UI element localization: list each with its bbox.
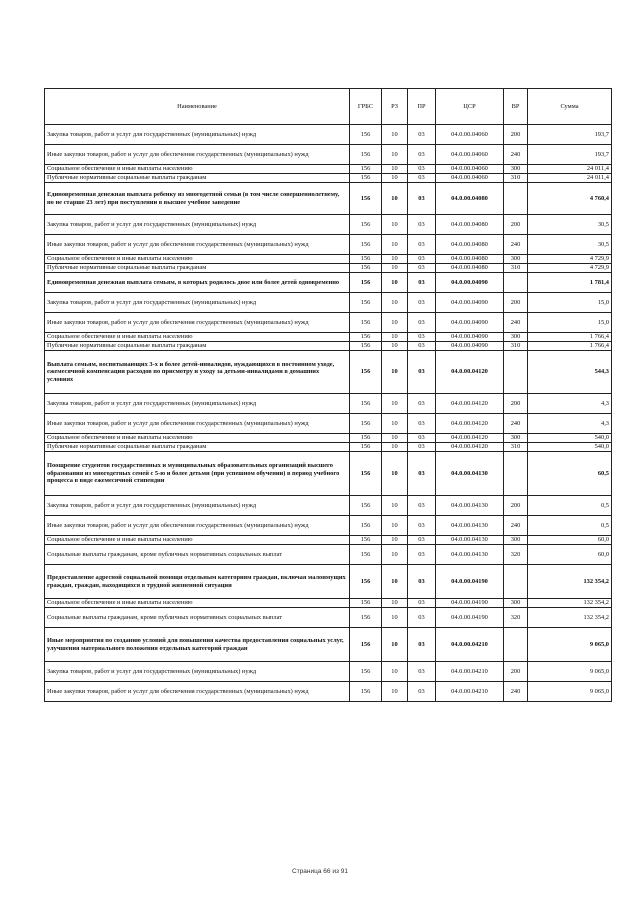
cell-grbs: 156 bbox=[350, 313, 382, 333]
cell-rz: 10 bbox=[382, 394, 408, 414]
cell-name: Закупка товаров, работ и услуг для государственных (муниципальных) нужд bbox=[45, 215, 350, 235]
cell-sum: 9 065,0 bbox=[528, 628, 612, 662]
cell-grbs: 156 bbox=[350, 628, 382, 662]
cell-pr: 03 bbox=[408, 414, 436, 434]
cell-pr: 03 bbox=[408, 434, 436, 443]
cell-vr: 300 bbox=[504, 536, 528, 545]
cell-name: Иные мероприятия по созданию условий для повышения качества предоставления социальных услуг, улучшения материального положения отдельных категорий граждан bbox=[45, 628, 350, 662]
cell-rz: 10 bbox=[382, 565, 408, 599]
cell-pr: 03 bbox=[408, 125, 436, 145]
cell-name: Социальное обеспечение и иные выплаты населению bbox=[45, 536, 350, 545]
cell-vr: 240 bbox=[504, 682, 528, 702]
table-row bbox=[45, 443, 612, 452]
cell-pr: 03 bbox=[408, 293, 436, 313]
cell-rz: 10 bbox=[382, 628, 408, 662]
cell-grbs: 156 bbox=[350, 516, 382, 536]
cell-grbs: 156 bbox=[350, 662, 382, 682]
cell-sum: 132 354,2 bbox=[528, 565, 612, 599]
cell-vr: 310 bbox=[504, 342, 528, 351]
cell-vr: 300 bbox=[504, 333, 528, 342]
cell-sum: 60,0 bbox=[528, 536, 612, 545]
cell-grbs: 156 bbox=[350, 333, 382, 342]
table-row bbox=[45, 414, 612, 434]
cell-sum: 15,0 bbox=[528, 293, 612, 313]
cell-csr: 04.0.00.04090 bbox=[436, 333, 504, 342]
cell-rz: 10 bbox=[382, 443, 408, 452]
table-row bbox=[45, 496, 612, 516]
cell-vr: 310 bbox=[504, 174, 528, 183]
cell-pr: 03 bbox=[408, 516, 436, 536]
cell-name: Социальные выплаты гражданам, кроме публичных нормативных социальных выплат bbox=[45, 545, 350, 565]
header-sum: Сумма bbox=[528, 89, 612, 125]
table-row bbox=[45, 125, 612, 145]
cell-name: Публичные нормативные социальные выплаты гражданам bbox=[45, 443, 350, 452]
cell-rz: 10 bbox=[382, 682, 408, 702]
cell-csr: 04.0.00.04080 bbox=[436, 235, 504, 255]
cell-grbs: 156 bbox=[350, 264, 382, 273]
cell-pr: 03 bbox=[408, 235, 436, 255]
cell-rz: 10 bbox=[382, 599, 408, 608]
cell-name: Социальное обеспечение и иные выплаты населению bbox=[45, 333, 350, 342]
table-row bbox=[45, 628, 612, 662]
cell-csr: 04.0.00.04210 bbox=[436, 628, 504, 662]
cell-csr: 04.0.00.04120 bbox=[436, 434, 504, 443]
cell-grbs: 156 bbox=[350, 255, 382, 264]
cell-pr: 03 bbox=[408, 452, 436, 496]
table-row bbox=[45, 565, 612, 599]
table-row bbox=[45, 313, 612, 333]
table-row bbox=[45, 545, 612, 565]
cell-name: Предоставление адресной социальной помощи отдельным категориям граждан, включая малоимущих граждан, граждан, находящихся в трудной жизненной ситуации bbox=[45, 565, 350, 599]
cell-sum: 30,5 bbox=[528, 215, 612, 235]
table-row bbox=[45, 235, 612, 255]
table-row bbox=[45, 273, 612, 293]
table-row bbox=[45, 145, 612, 165]
cell-vr bbox=[504, 628, 528, 662]
cell-csr: 04.0.00.04210 bbox=[436, 662, 504, 682]
cell-grbs: 156 bbox=[350, 545, 382, 565]
cell-name: Социальное обеспечение и иные выплаты населению bbox=[45, 599, 350, 608]
cell-csr: 04.0.00.04090 bbox=[436, 313, 504, 333]
cell-name: Иные закупки товаров, работ и услуг для обеспечения государственных (муниципальных) нужд bbox=[45, 145, 350, 165]
cell-grbs: 156 bbox=[350, 235, 382, 255]
cell-sum: 132 354,2 bbox=[528, 599, 612, 608]
cell-csr: 04.0.00.04190 bbox=[436, 599, 504, 608]
cell-grbs: 156 bbox=[350, 565, 382, 599]
cell-csr: 04.0.00.04080 bbox=[436, 215, 504, 235]
cell-rz: 10 bbox=[382, 255, 408, 264]
cell-rz: 10 bbox=[382, 174, 408, 183]
cell-rz: 10 bbox=[382, 235, 408, 255]
cell-name: Социальные выплаты гражданам, кроме публичных нормативных социальных выплат bbox=[45, 608, 350, 628]
cell-pr: 03 bbox=[408, 333, 436, 342]
cell-csr: 04.0.00.04080 bbox=[436, 264, 504, 273]
cell-pr: 03 bbox=[408, 565, 436, 599]
cell-vr: 240 bbox=[504, 145, 528, 165]
header-csr: ЦСР bbox=[436, 89, 504, 125]
cell-name: Закупка товаров, работ и услуг для государственных (муниципальных) нужд bbox=[45, 662, 350, 682]
cell-grbs: 156 bbox=[350, 496, 382, 516]
cell-csr: 04.0.00.04060 bbox=[436, 174, 504, 183]
cell-name: Социальное обеспечение и иные выплаты населению bbox=[45, 255, 350, 264]
cell-pr: 03 bbox=[408, 255, 436, 264]
cell-rz: 10 bbox=[382, 313, 408, 333]
table-row bbox=[45, 165, 612, 174]
cell-csr: 04.0.00.04190 bbox=[436, 608, 504, 628]
cell-sum: 4 729,9 bbox=[528, 255, 612, 264]
table-body bbox=[45, 125, 612, 702]
cell-csr: 04.0.00.04210 bbox=[436, 682, 504, 702]
cell-grbs: 156 bbox=[350, 452, 382, 496]
cell-sum: 24 011,4 bbox=[528, 174, 612, 183]
table-row bbox=[45, 452, 612, 496]
cell-name: Закупка товаров, работ и услуг для государственных (муниципальных) нужд bbox=[45, 496, 350, 516]
cell-csr: 04.0.00.04120 bbox=[436, 351, 504, 394]
cell-sum: 132 354,2 bbox=[528, 608, 612, 628]
cell-vr: 200 bbox=[504, 215, 528, 235]
cell-rz: 10 bbox=[382, 333, 408, 342]
cell-vr: 200 bbox=[504, 496, 528, 516]
cell-name: Иные закупки товаров, работ и услуг для обеспечения государственных (муниципальных) нужд bbox=[45, 313, 350, 333]
table-row bbox=[45, 293, 612, 313]
cell-grbs: 156 bbox=[350, 351, 382, 394]
cell-rz: 10 bbox=[382, 125, 408, 145]
cell-vr bbox=[504, 452, 528, 496]
cell-csr: 04.0.00.04090 bbox=[436, 293, 504, 313]
cell-grbs: 156 bbox=[350, 165, 382, 174]
cell-name: Единовременная денежная выплата ребенку из многодетной семьи (в том числе совершеннолетнему, но не старше 23 лет) при поступлении в высшее учебное заведение bbox=[45, 183, 350, 215]
cell-pr: 03 bbox=[408, 682, 436, 702]
cell-rz: 10 bbox=[382, 434, 408, 443]
cell-name: Публичные нормативные социальные выплаты гражданам bbox=[45, 342, 350, 351]
table-row bbox=[45, 183, 612, 215]
cell-csr: 04.0.00.04130 bbox=[436, 516, 504, 536]
cell-name: Закупка товаров, работ и услуг для государственных (муниципальных) нужд bbox=[45, 293, 350, 313]
cell-grbs: 156 bbox=[350, 273, 382, 293]
cell-sum: 540,0 bbox=[528, 443, 612, 452]
table-row bbox=[45, 608, 612, 628]
cell-rz: 10 bbox=[382, 145, 408, 165]
cell-grbs: 156 bbox=[350, 125, 382, 145]
cell-csr: 04.0.00.04060 bbox=[436, 145, 504, 165]
cell-sum: 15,0 bbox=[528, 313, 612, 333]
cell-rz: 10 bbox=[382, 165, 408, 174]
table-row bbox=[45, 255, 612, 264]
cell-sum: 193,7 bbox=[528, 125, 612, 145]
cell-sum: 4 760,4 bbox=[528, 183, 612, 215]
cell-vr: 320 bbox=[504, 545, 528, 565]
cell-rz: 10 bbox=[382, 452, 408, 496]
table-row bbox=[45, 174, 612, 183]
cell-grbs: 156 bbox=[350, 174, 382, 183]
cell-sum: 544,3 bbox=[528, 351, 612, 394]
cell-csr: 04.0.00.04130 bbox=[436, 545, 504, 565]
table-row bbox=[45, 662, 612, 682]
cell-name: Иные закупки товаров, работ и услуг для обеспечения государственных (муниципальных) нужд bbox=[45, 682, 350, 702]
cell-name: Социальное обеспечение и иные выплаты населению bbox=[45, 434, 350, 443]
cell-sum: 1 766,4 bbox=[528, 342, 612, 351]
cell-name: Выплата семьям, воспитывающих 3-х и более детей-инвалидов, нуждающихся в постоянном уходе, ежемесячной компенсации расходов по присмотру и уходу за детьми-инвалидами в домашних условиях bbox=[45, 351, 350, 394]
cell-rz: 10 bbox=[382, 215, 408, 235]
cell-csr: 04.0.00.04130 bbox=[436, 536, 504, 545]
cell-csr: 04.0.00.04130 bbox=[436, 452, 504, 496]
table-row bbox=[45, 342, 612, 351]
cell-sum: 1 781,4 bbox=[528, 273, 612, 293]
table-row bbox=[45, 536, 612, 545]
cell-name: Закупка товаров, работ и услуг для государственных (муниципальных) нужд bbox=[45, 125, 350, 145]
cell-grbs: 156 bbox=[350, 536, 382, 545]
cell-vr: 310 bbox=[504, 264, 528, 273]
cell-vr bbox=[504, 351, 528, 394]
cell-pr: 03 bbox=[408, 313, 436, 333]
cell-name: Иные закупки товаров, работ и услуг для обеспечения государственных (муниципальных) нужд bbox=[45, 235, 350, 255]
cell-vr bbox=[504, 183, 528, 215]
cell-csr: 04.0.00.04080 bbox=[436, 183, 504, 215]
cell-grbs: 156 bbox=[350, 145, 382, 165]
cell-name: Закупка товаров, работ и услуг для государственных (муниципальных) нужд bbox=[45, 394, 350, 414]
table-row bbox=[45, 264, 612, 273]
cell-vr: 300 bbox=[504, 255, 528, 264]
cell-vr bbox=[504, 273, 528, 293]
cell-vr: 200 bbox=[504, 293, 528, 313]
cell-rz: 10 bbox=[382, 264, 408, 273]
cell-name: Социальное обеспечение и иные выплаты населению bbox=[45, 165, 350, 174]
table-row bbox=[45, 516, 612, 536]
table-row bbox=[45, 434, 612, 443]
header-name: Наименование bbox=[45, 89, 350, 125]
cell-sum: 0,5 bbox=[528, 516, 612, 536]
cell-sum: 0,5 bbox=[528, 496, 612, 516]
cell-vr: 240 bbox=[504, 414, 528, 434]
cell-csr: 04.0.00.04130 bbox=[436, 496, 504, 516]
cell-rz: 10 bbox=[382, 536, 408, 545]
cell-csr: 04.0.00.04090 bbox=[436, 273, 504, 293]
cell-sum: 4,3 bbox=[528, 414, 612, 434]
cell-rz: 10 bbox=[382, 351, 408, 394]
cell-pr: 03 bbox=[408, 273, 436, 293]
cell-sum: 60,0 bbox=[528, 545, 612, 565]
cell-sum: 193,7 bbox=[528, 145, 612, 165]
cell-sum: 1 766,4 bbox=[528, 333, 612, 342]
cell-grbs: 156 bbox=[350, 215, 382, 235]
cell-sum: 60,5 bbox=[528, 452, 612, 496]
cell-name: Иные закупки товаров, работ и услуг для обеспечения государственных (муниципальных) нужд bbox=[45, 516, 350, 536]
cell-grbs: 156 bbox=[350, 682, 382, 702]
cell-pr: 03 bbox=[408, 608, 436, 628]
cell-csr: 04.0.00.04120 bbox=[436, 414, 504, 434]
cell-rz: 10 bbox=[382, 516, 408, 536]
cell-grbs: 156 bbox=[350, 608, 382, 628]
cell-csr: 04.0.00.04120 bbox=[436, 443, 504, 452]
cell-csr: 04.0.00.04120 bbox=[436, 394, 504, 414]
cell-grbs: 156 bbox=[350, 599, 382, 608]
cell-csr: 04.0.00.04060 bbox=[436, 165, 504, 174]
cell-pr: 03 bbox=[408, 351, 436, 394]
cell-grbs: 156 bbox=[350, 394, 382, 414]
cell-rz: 10 bbox=[382, 273, 408, 293]
cell-pr: 03 bbox=[408, 342, 436, 351]
cell-sum: 30,5 bbox=[528, 235, 612, 255]
cell-vr: 200 bbox=[504, 394, 528, 414]
table-row bbox=[45, 215, 612, 235]
cell-grbs: 156 bbox=[350, 342, 382, 351]
cell-rz: 10 bbox=[382, 662, 408, 682]
cell-name: Публичные нормативные социальные выплаты гражданам bbox=[45, 264, 350, 273]
cell-vr: 240 bbox=[504, 313, 528, 333]
cell-csr: 04.0.00.04060 bbox=[436, 125, 504, 145]
cell-name: Иные закупки товаров, работ и услуг для обеспечения государственных (муниципальных) нужд bbox=[45, 414, 350, 434]
cell-vr: 320 bbox=[504, 608, 528, 628]
cell-rz: 10 bbox=[382, 183, 408, 215]
cell-csr: 04.0.00.04190 bbox=[436, 565, 504, 599]
cell-rz: 10 bbox=[382, 545, 408, 565]
cell-csr: 04.0.00.04080 bbox=[436, 255, 504, 264]
cell-name: Публичные нормативные социальные выплаты гражданам bbox=[45, 174, 350, 183]
cell-pr: 03 bbox=[408, 264, 436, 273]
cell-rz: 10 bbox=[382, 342, 408, 351]
header-rz: РЗ bbox=[382, 89, 408, 125]
cell-pr: 03 bbox=[408, 165, 436, 174]
header-pr: ПР bbox=[408, 89, 436, 125]
table-row bbox=[45, 599, 612, 608]
page-footer: Страница 66 из 91 bbox=[292, 868, 348, 875]
cell-csr: 04.0.00.04090 bbox=[436, 342, 504, 351]
cell-pr: 03 bbox=[408, 443, 436, 452]
cell-pr: 03 bbox=[408, 536, 436, 545]
cell-rz: 10 bbox=[382, 293, 408, 313]
cell-sum: 9 065,0 bbox=[528, 662, 612, 682]
cell-sum: 4 729,9 bbox=[528, 264, 612, 273]
table-row bbox=[45, 351, 612, 394]
cell-rz: 10 bbox=[382, 414, 408, 434]
table-row bbox=[45, 394, 612, 414]
cell-pr: 03 bbox=[408, 183, 436, 215]
cell-name: Единовременная денежная выплата семьям, в которых родилось двое или более детей одновременно bbox=[45, 273, 350, 293]
cell-vr: 240 bbox=[504, 516, 528, 536]
cell-rz: 10 bbox=[382, 496, 408, 516]
cell-vr: 200 bbox=[504, 662, 528, 682]
cell-pr: 03 bbox=[408, 662, 436, 682]
cell-vr bbox=[504, 565, 528, 599]
cell-name: Поощрение студентов государственных и муниципальных образовательных организаций высшего образования из многодетных семей с 5-ю и более детьми (при успешном обучении) в период учебного процесса в виде ежемесячной стипендии bbox=[45, 452, 350, 496]
cell-grbs: 156 bbox=[350, 443, 382, 452]
cell-pr: 03 bbox=[408, 599, 436, 608]
cell-vr: 300 bbox=[504, 165, 528, 174]
table-row bbox=[45, 333, 612, 342]
cell-sum: 24 011,4 bbox=[528, 165, 612, 174]
cell-vr: 310 bbox=[504, 443, 528, 452]
cell-sum: 4,3 bbox=[528, 394, 612, 414]
cell-pr: 03 bbox=[408, 145, 436, 165]
cell-grbs: 156 bbox=[350, 434, 382, 443]
cell-sum: 9 065,0 bbox=[528, 682, 612, 702]
cell-vr: 300 bbox=[504, 599, 528, 608]
cell-rz: 10 bbox=[382, 608, 408, 628]
cell-vr: 300 bbox=[504, 434, 528, 443]
cell-sum: 540,0 bbox=[528, 434, 612, 443]
cell-pr: 03 bbox=[408, 394, 436, 414]
table-header-row bbox=[45, 89, 612, 125]
cell-pr: 03 bbox=[408, 174, 436, 183]
cell-pr: 03 bbox=[408, 628, 436, 662]
cell-vr: 240 bbox=[504, 235, 528, 255]
cell-grbs: 156 bbox=[350, 183, 382, 215]
cell-grbs: 156 bbox=[350, 414, 382, 434]
cell-grbs: 156 bbox=[350, 293, 382, 313]
table-row bbox=[45, 682, 612, 702]
cell-pr: 03 bbox=[408, 496, 436, 516]
cell-vr: 200 bbox=[504, 125, 528, 145]
cell-pr: 03 bbox=[408, 215, 436, 235]
budget-table bbox=[44, 88, 612, 702]
header-grbs: ГРБС bbox=[350, 89, 382, 125]
header-vr: ВР bbox=[504, 89, 528, 125]
cell-pr: 03 bbox=[408, 545, 436, 565]
